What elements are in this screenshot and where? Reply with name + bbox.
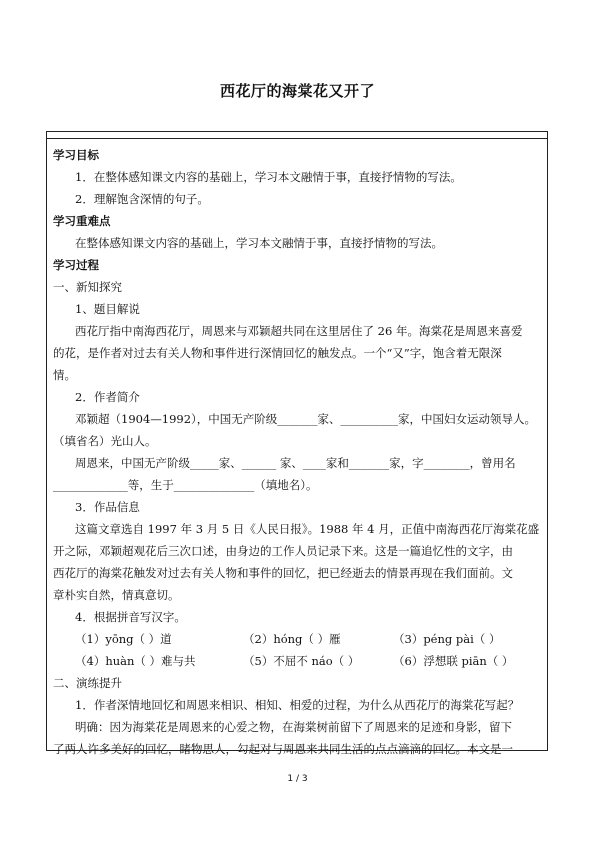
pinyin-item: （5）不屈不 náo（ ） [243, 654, 360, 668]
pinyin-row-1 [53, 628, 543, 650]
page-title: 西花厅的海棠花又开了 [219, 82, 375, 100]
paragraph-line: 明确：因为海棠花是周恩来的心爱之物，在海棠树前留下了周恩来的足迹和身影，留下 [75, 720, 512, 734]
paragraph-line: 的花，是作者对过去有关人物和事件进行深情回忆的触发点。一个“又”字，饱含着无限深 [53, 346, 502, 360]
paragraph-line: 西花厅的海棠花触发对过去有关人物和事件的回忆，把已经逝去的情景再现在我们面前。文 [53, 566, 513, 580]
paragraph-line: 情。 [53, 368, 76, 382]
topic-explain-heading: 1、题目解说 [75, 302, 140, 316]
pinyin-item: （1）yōng（ ）道 [75, 632, 172, 646]
pinyin-row-2 [53, 650, 543, 672]
paragraph-line: （填省名）光山人。 [53, 434, 157, 448]
content-box [46, 131, 548, 756]
paragraph-line: 这篇文章选自 1997 年 3 月 5 日《人民日报》。1988 年 4 月，正值中南海西花厅海棠花盛 [75, 522, 540, 536]
paragraph-line: 邓颖超（1904—1992），中国无产阶级_______家、__________家，中国妇女运动领导人。 [75, 412, 537, 426]
part1-heading: 一、新知探究 [53, 280, 122, 294]
key-heading: 学习重难点 [53, 214, 111, 228]
pinyin-item: （2）hóng（ ）雁 [243, 632, 341, 646]
top-rule [47, 138, 547, 139]
key-text: 在整体感知课文内容的基础上，学习本文融情于事，直接抒情物的写法。 [75, 236, 443, 250]
pinyin-item: （4）huàn（ ）难与共 [75, 654, 196, 668]
process-heading: 学习过程 [53, 258, 99, 272]
paragraph-line: 章朴实自然，情真意切。 [53, 588, 180, 602]
author-intro-heading: 2．作者简介 [75, 390, 140, 404]
paragraph-line: 西花厅指中南海西花厅，周恩来与邓颖超共同在这里居住了 26 年。海棠花是周恩来喜爱 [75, 324, 523, 338]
pinyin-item: （3）péng pài（ ） [393, 632, 501, 646]
part2-heading: 二、演练提升 [53, 676, 122, 690]
work-info-heading: 3．作品信息 [75, 500, 140, 514]
content-body [53, 144, 543, 760]
paragraph-line: 开之际，邓颖超观花后三次口述，由身边的工作人员记录下来。这是一篇追忆性的文字，由 [53, 544, 513, 558]
paragraph-line: 了两人许多美好的回忆，睹物思人，勾起对与周恩来共同生活的点点滴滴的回忆。本文是一 [53, 742, 513, 756]
goal-2: 2．理解饱含深情的句子。 [75, 192, 209, 206]
question-1: 1．作者深情地回忆和周恩来相识、相知、相爱的过程，为什么从西花厅的海棠花写起？ [75, 698, 520, 712]
page-number: 1 / 3 [287, 774, 308, 784]
goals-heading: 学习目标 [53, 148, 99, 162]
pinyin-item: （6）浮想联 piān（ ） [393, 654, 514, 668]
paragraph-line: 周恩来，中国无产阶级_____家、______ 家、____家和_______家，字________，曾用名 [75, 456, 516, 470]
paragraph-line: _____________等，生于______________（填地名）。 [53, 478, 318, 492]
pinyin-heading: 4．根据拼音写汉字。 [75, 610, 186, 624]
goal-1: 1．在整体感知课文内容的基础上，学习本文融情于事，直接抒情物的写法。 [75, 170, 462, 184]
